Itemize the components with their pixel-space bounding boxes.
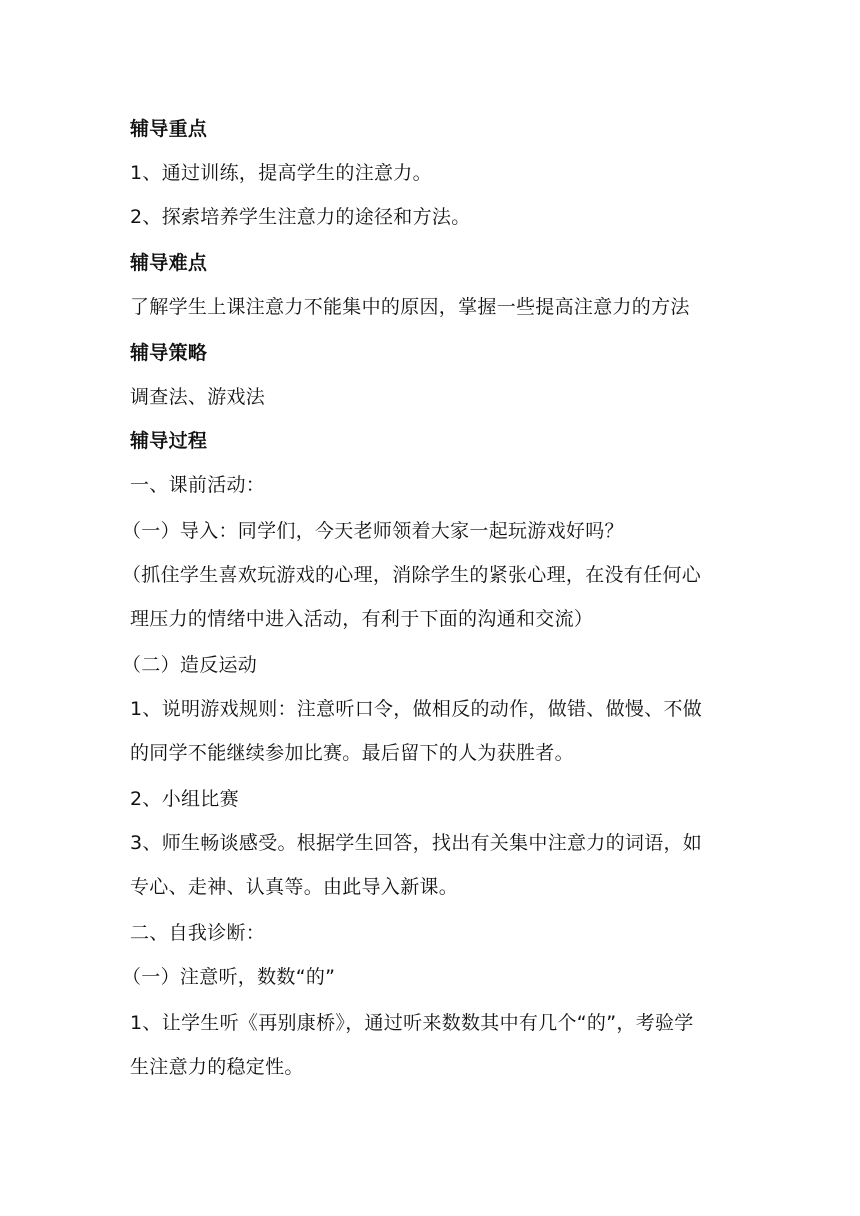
paragraph-line: （一）导入：同学们，今天老师领着大家一起玩游戏好吗？ [122,520,624,542]
paragraph-line: 一、课前活动： [130,474,266,496]
paragraph-line: 的同学不能继续参加比赛。最后留下的人为获胜者。 [130,742,574,764]
paragraph-line: 生注意力的稳定性。 [130,1056,304,1078]
heading-strategy: 辅导策略 [130,342,208,364]
paragraph-line: 二、自我诊断： [130,922,266,944]
paragraph-line: （一）注意听，数数“的” [122,966,336,988]
paragraph-line: 了解学生上课注意力不能集中的原因，掌握一些提高注意力的方法 [130,296,690,318]
heading-difficulty: 辅导难点 [130,252,208,274]
paragraph-line: （二）造反运动 [122,654,258,676]
paragraph-line: 调查法、游戏法 [130,386,266,408]
paragraph-line: 1、通过训练，提高学生的注意力。 [130,162,432,184]
paragraph-line: 2、探索培养学生注意力的途径和方法。 [130,206,471,228]
paragraph-line: （抓住学生喜欢玩游戏的心理，消除学生的紧张心理，在没有任何心 [122,564,702,586]
paragraph-line: 理压力的情绪中进入活动，有利于下面的沟通和交流） [130,608,594,630]
paragraph-line: 2、小组比赛 [130,788,239,810]
paragraph-line: 1、让学生听《再别康桥》，通过听来数数其中有几个“的”，考验学 [130,1012,694,1034]
paragraph-line: 3、师生畅谈感受。根据学生回答，找出有关集中注意力的词语，如 [130,832,703,854]
heading-focus: 辅导重点 [130,118,208,140]
heading-process: 辅导过程 [130,430,208,452]
paragraph-line: 1、说明游戏规则：注意听口令，做相反的动作，做错、做慢、不做 [130,698,703,720]
paragraph-line: 专心、走神、认真等。由此导入新课。 [130,876,459,898]
